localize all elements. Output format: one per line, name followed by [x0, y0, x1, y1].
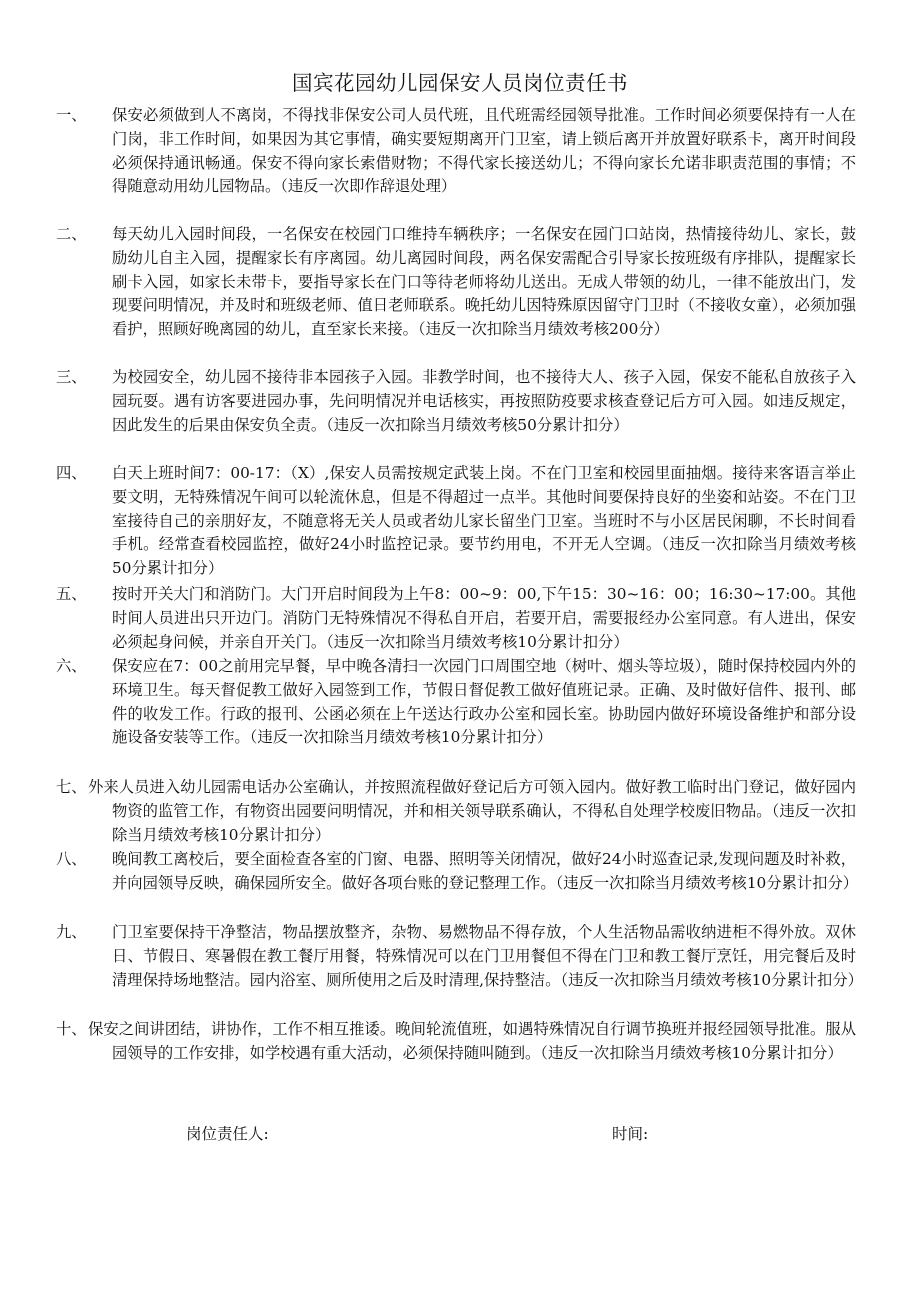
item-number: 十、 [56, 1020, 87, 1038]
list-item [56, 848, 859, 921]
item-number: 四、 [56, 464, 87, 482]
list-item [56, 776, 856, 848]
list-item [56, 655, 856, 776]
item-text: 保安必须做到人不离岗，不得找非保安公司人员代班，且代班需经园领导批准。工作时间必须要保持有一人在门岗，非工作时间，如果因为其它事情，确实要短期离开门卫室，请上锁后离开并放置好联系卡，离开时间段必须保持通讯畅通。保安不得向家长索借财物；不得代家长接送幼儿；不得向家长允诺非职责范围的事情；不得随意动用幼儿园物品。（违反一次即作辞退处理） [112, 106, 856, 196]
responsible-person-label: 岗位责任人: [186, 1125, 269, 1143]
list-item [56, 462, 856, 583]
item-text: 白天上班时间7：00-17：（X）,保安人员需按规定武装上岗。不在门卫室和校园里面抽烟。接待来客语言举止要文明，无特殊情况午间可以轮流休息，但是不得超过一点半。其他时间要保持良好的坐姿和站姿。不在门卫室接待自己的亲朋好友，不随意将无关人员或者幼儿家长留坐门卫室。当班时不与小区居民闲聊，不长时间看手机。经常查看校园监控，做好24小时监控记录。要节约用电，不开无人空调。（违反一次扣除当月绩效考核50分累计扣分） [112, 464, 856, 578]
time-label: 时间: [612, 1125, 649, 1143]
list-item [56, 921, 863, 1018]
item-number: 三、 [56, 368, 87, 386]
item-number: 八、 [56, 850, 87, 868]
list-item [56, 1018, 856, 1090]
document-title: 国宾花园幼儿园保安人员岗位责任书 [292, 71, 628, 95]
item-text: 晚间教工离校后，要全面检查各室的门窗、电器、照明等关闭情况，做好24小时巡查记录,发现问题及时补救，并向园领导反映，确保园所安全。做好各项台账的登记整理工作。（违反一次扣除当月绩效考核10分累计扣分） [112, 850, 859, 892]
item-number: 六、 [56, 657, 87, 675]
list-item [56, 583, 856, 655]
item-text: 为校园安全，幼儿园不接待非本园孩子入园。非教学时间，也不接待大人、孩子入园，保安不能私自放孩子入园玩耍。遇有访客要进园办事，先问明情况并电话核实，再按照防疫要求核查登记后方可入园。如违反规定，因此发生的后果由保安负全责。（违反一次扣除当月绩效考核50分累计扣分） [112, 368, 856, 434]
item-text: 每天幼儿入园时间段，一名保安在校园门口维持车辆秩序；一名保安在园门口站岗，热情接待幼儿、家长，鼓励幼儿自主入园，提醒家长有序离园。幼儿离园时间段，两名保安需配合引导家长按班级有序排队，提醒家长刷卡入园，如家长未带卡，要指导家长在门口等待老师将幼儿送出。无成人带领的幼儿，一律不能放出门，发现要问明情况，并及时和班级老师、值日老师联系。晚托幼儿因特殊原因留守门卫时（不接收女童），必须加强看护，照顾好晚离园的幼儿，直至家长来接。（违反一次扣除当月绩效考核200分） [112, 225, 856, 339]
item-number: 七、 [56, 778, 87, 796]
list-item [56, 104, 856, 223]
item-number: 九、 [56, 923, 87, 941]
item-number: 一、 [56, 106, 87, 124]
item-text: 外来人员进入幼儿园需电话办公室确认，并按照流程做好登记后方可领入园内。做好教工临时出门登记，做好园内物资的监管工作，有物资出园要问明情况，并和相关领导联系确认，不得私自处理学校废旧物品。（违反一次扣除当月绩效考核10分累计扣分） [88, 778, 856, 844]
list-item [56, 223, 856, 366]
item-text: 门卫室要保持干净整洁，物品摆放整齐，杂物、易燃物品不得存放，个人生活物品需收纳进柜不得外放。双休日、节假日、寒暑假在教工餐厅用餐，特殊情况可以在门卫用餐但不得在门卫和教工餐厅烹饪，用完餐后及时清理保持场地整洁。园内浴室、厕所使用之后及时清理,保持整洁。（违反一次扣除当月绩效考核10分累计扣分） [112, 923, 863, 989]
item-number: 二、 [56, 225, 87, 243]
item-text: 保安应在7：00之前用完早餐，早中晚各清扫一次园门口周围空地（树叶、烟头等垃圾），随时保持校园内外的环境卫生。每天督促教工做好入园签到工作，节假日督促教工做好值班记录。正确、及时做好信件、报刊、邮件的收发工作。行政的报刊、公函必须在上午送达行政办公室和园长室。协助园内做好环境设备维护和部分设施设备安装等工作。（违反一次扣除当月绩效考核10分累计扣分） [112, 657, 856, 747]
item-text: 保安之间讲团结，讲协作，工作不相互推诿。晚间轮流值班，如遇特殊情况自行调节换班并报经园领导批准。服从园领导的工作安排，如学校遇有重大活动，必须保持随叫随到。（违反一次扣除当月绩效考核10分累计扣分） [88, 1020, 856, 1062]
item-number: 五、 [56, 585, 87, 603]
responsibility-list [56, 104, 863, 1090]
item-text: 按时开关大门和消防门。大门开启时间段为上午8：00~9：00,下午15：30~16：00；16:30~17:00。其他时间人员进出只开边门。消防门无特殊情况不得私自开启，若要开启，需要报经办公室同意。有人进出，保安必须起身问候，并亲自开关门。（违反一次扣除当月绩效考核10分累计扣分） [112, 585, 856, 651]
list-item [56, 366, 856, 462]
